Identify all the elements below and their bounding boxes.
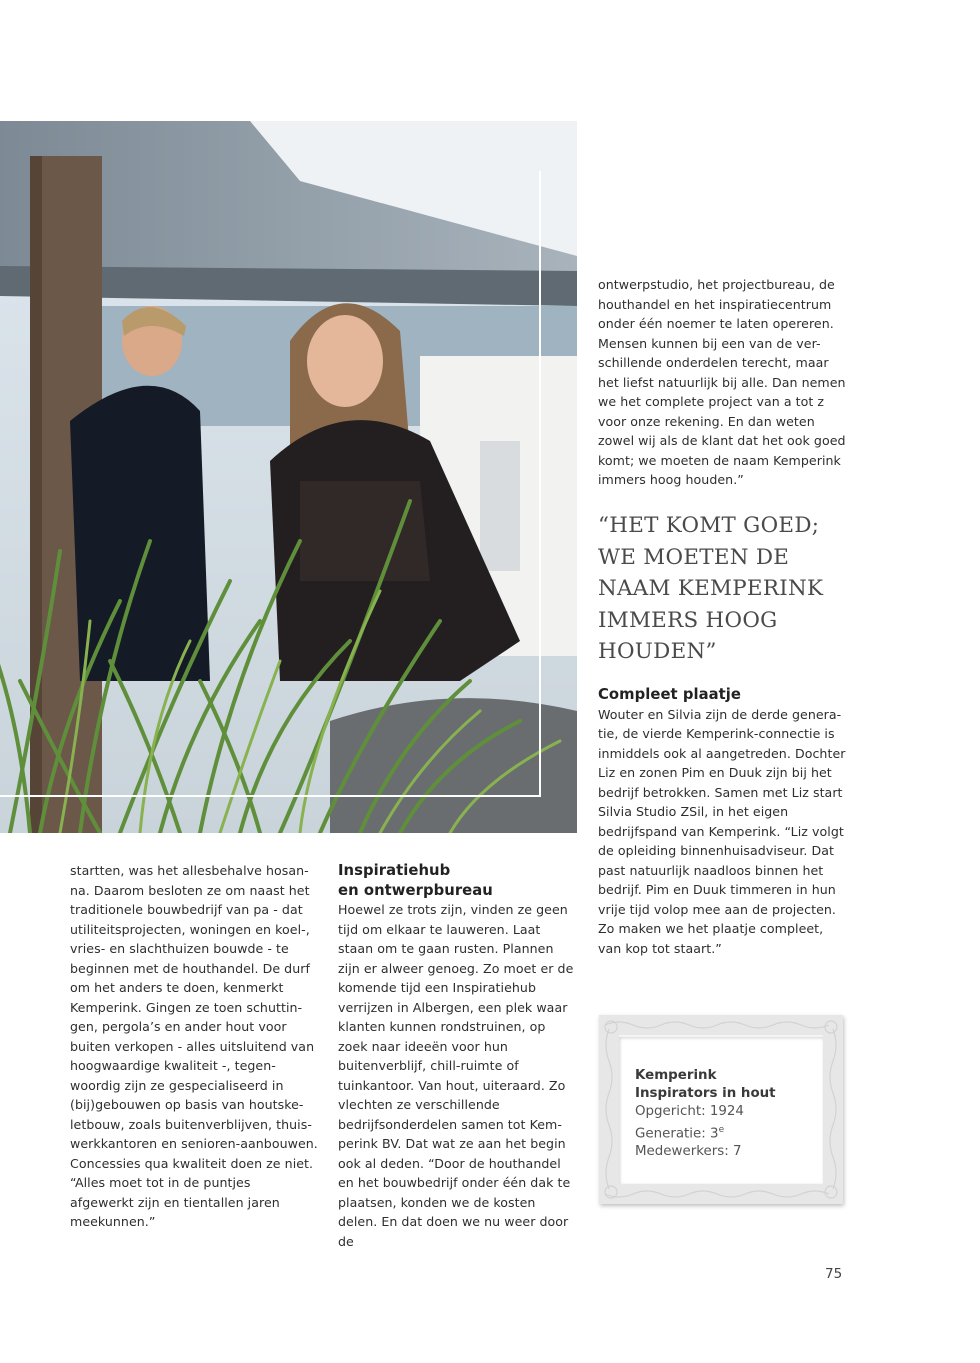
pull-quote: “HET KOMT GOED; WE MOETEN DE NAAM KEMPERINK IMMERS HOOG HOUDEN” xyxy=(598,513,824,664)
column1-text: startten, was het allesbehalve hosan-na. Daarom besloten ze om naast het traditionele bouwbedrijf van pa - dat utiliteitsprojecten, woningen en koel-, vries- en slachthuizen bouwde - te beginnen met de houthandel. De durf om het anders te doen, kenmerkt Kemperink. Gingen ze toen schuttin-gen, pergola’s en ander hout voor buiten verkopen - alles uitsluitend van hoogwaardige kwaliteit -, tegen-woordig zijn ze gespecialiseerd in (bij)gebouwen op basis van houtske-letbouw, zoals buitenverblijven, thuis-werkkantoren en senioren-aanbouwen. Concessies qua kwaliteit doen ze niet. “Alles moet tot in de puntjes afgewerkt zijn en tientallen jaren meekunnen.” xyxy=(70,863,318,1229)
body-column-1 xyxy=(70,861,318,1232)
fact-title-line-2: Inspirators in hout xyxy=(635,1086,776,1101)
column2-text: Hoewel ze trots zijn, vinden ze geen tijd om elkaar te lauweren. Laat staan om te gaan rusten. Plannen zijn er alweer genoeg. Zo moet er de komende tijd een Inspiratiehub verrijzen in Albergen, een plek waar klanten kunnen rondstruinen, op zoek naar ideeën voor hun buitenverblijf, chill-ruimte of tuinkantoor. Van hout, uiteraard. Zo vlechten ze verschillende bedrijfsonderdelen samen tot Kem-perink BV. Dat wat ze aan het begin ook al deden. “Door de houthandel en het bouwbedrijf onder één dak te plaatsen, konden we de kosten delen. En dat doen we nu weer door de xyxy=(338,902,574,1249)
page-number: 75 xyxy=(825,1266,843,1282)
section-heading-inspiratiehub xyxy=(338,861,578,900)
section-heading-compleet-plaatje: Compleet plaatje xyxy=(598,686,742,703)
fact-generation xyxy=(635,1121,776,1143)
body-column-3-section xyxy=(598,685,846,958)
fact-employees: Medewerkers: 7 xyxy=(635,1144,742,1160)
photo-illustration xyxy=(0,121,577,833)
column3-intro-text: ontwerpstudio, het projectbureau, de houthandel en het inspiratiecentrum onder één noemer te laten opereren. Mensen kunnen bij een van de ver-schillende onderdelen terecht, maar het liefst natuurlijk bij alle. Dan nemen we het complete project van a tot z voor onze rekening. En dan weten zowel wij als de klant dat het ook goed komt; we moeten de naam Kemperink immers hoog houden.” xyxy=(598,277,846,487)
heading-line-1: Inspiratiehub xyxy=(338,862,451,879)
hero-photo xyxy=(0,121,577,833)
fact-founded: Opgericht: 1924 xyxy=(635,1104,744,1119)
body-column-3-intro xyxy=(598,275,846,490)
heading-line-2: en ontwerpbureau xyxy=(338,881,493,899)
fact-title-line-1: Kemperink xyxy=(635,1068,717,1083)
column3-text: Wouter en Silvia zijn de derde genera-tie, de vierde Kemperink-connectie is inmiddels ook al aangetreden. Dochter Liz en zonen Pim en Duuk zijn bij het bedrijf betrokken. Samen met Liz start Silvia Studio ZSil, in het eigen bedrijfspand van Kemperink. “Liz volgt de opleiding binnenhuisadviseur. Dat past natuurlijk naadloos binnen het bedrijf. Pim en Duuk timmeren in hun vrije tijd volop mee aan de projecten. Zo maken we het plaatje compleet, van kop tot staart.” xyxy=(598,706,846,956)
fact-generation-sup: e xyxy=(718,1125,725,1135)
body-column-2 xyxy=(338,861,578,1251)
fact-generation-value: Generatie: 3 xyxy=(635,1126,719,1142)
fact-box-text xyxy=(635,1067,776,1161)
